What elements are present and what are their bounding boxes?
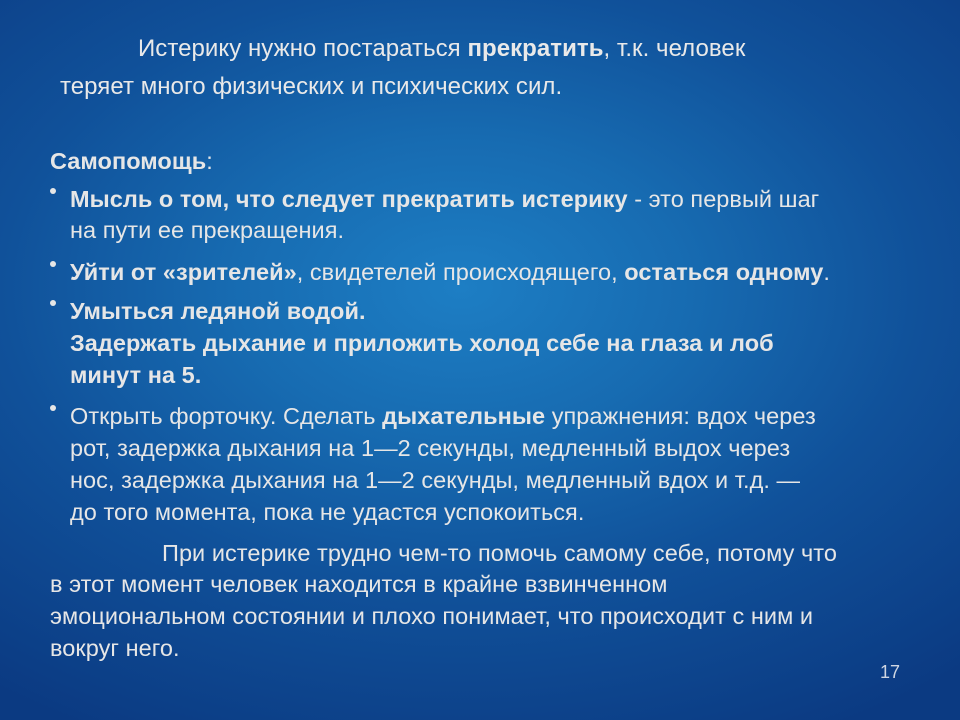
- closing-line-1: При истерике трудно чем-то помочь самому себе, потому что: [162, 540, 837, 566]
- bullet-4-line-1-segment-1: Открыть форточку. Сделать: [70, 403, 383, 429]
- bullet-4-line-1: [70, 400, 816, 432]
- bullet-2-line-1-segment-2: , свидетелей происходящего,: [296, 259, 625, 285]
- self-help-heading: [50, 145, 213, 177]
- bullet-2-line-1-segment-4: .: [823, 259, 830, 285]
- bullet-3-line-1-segment-1: Умыться ледяной водой.: [70, 298, 366, 324]
- bullet-3-line-2: [70, 327, 774, 359]
- closing-line-3: эмоциональном состоянии и плохо понимает, что происходит с ним и: [50, 603, 814, 629]
- bullet-4-line-3-segment-1: нос, задержка дыхания на 1—2 секунды, медленный вдох и т.д. —: [70, 467, 801, 493]
- bullet-3-line-2-segment-1: Задержать дыхание и приложить холод себе на глаза и лоб: [70, 330, 774, 356]
- closing-line-2: в этот момент человек находится в крайне взвинченном: [50, 571, 668, 597]
- intro-line-2: [60, 71, 562, 103]
- bullet-1-line-2-segment-1: на пути ее прекращения.: [70, 217, 345, 243]
- intro-line-1-segment-1: Истерику нужно постараться: [138, 35, 468, 62]
- bullet-dot-2: [50, 261, 56, 267]
- self-help-heading-colon: :: [206, 148, 213, 174]
- bullet-4-line-4: [70, 496, 584, 528]
- bullet-3-line-1: [70, 295, 366, 327]
- bullet-1-line-1: [70, 183, 819, 215]
- bullet-1-line-2: [70, 214, 344, 246]
- closing-line-4: вокруг него.: [50, 635, 180, 661]
- bullet-dot-3: [50, 300, 56, 306]
- bullet-4-line-3: [70, 464, 800, 496]
- bullet-2-line-1: [70, 256, 830, 288]
- bullet-4-line-1-segment-3: упражнения: вдох через: [545, 403, 816, 429]
- bullet-1-line-1-segment-2: - это первый шаг: [627, 186, 820, 212]
- bullet-dot-1: [50, 188, 56, 194]
- bullet-3-line-3: [70, 359, 201, 391]
- self-help-heading-label: Самопомощь: [50, 148, 207, 174]
- bullet-4-line-2-segment-1: рот, задержка дыхания на 1—2 секунды, медленный выдох через: [70, 435, 791, 461]
- intro-line-1-segment-3: , т.к. человек: [603, 35, 746, 62]
- bullet-2-line-1-segment-3: остаться одному: [624, 259, 824, 285]
- bullet-4-line-1-segment-2: дыхательные: [382, 403, 546, 429]
- bullet-3-line-3-segment-1: минут на 5.: [70, 362, 202, 388]
- bullet-4-line-4-segment-1: до того момента, пока не удастся успокоиться.: [70, 499, 585, 525]
- bullet-4-line-2: [70, 432, 790, 464]
- bullet-2-line-1-segment-1: Уйти от «зрителей»: [70, 259, 297, 285]
- bullet-dot-4: [50, 405, 56, 411]
- intro-line-1: [138, 33, 745, 65]
- page-number: 17: [880, 662, 901, 682]
- intro-line-2-segment-1: теряет много физических и психических сил.: [60, 73, 563, 100]
- bullet-1-line-1-segment-1: Мысль о том, что следует прекратить истерику: [70, 186, 628, 212]
- intro-line-1-segment-2: прекратить: [467, 35, 604, 62]
